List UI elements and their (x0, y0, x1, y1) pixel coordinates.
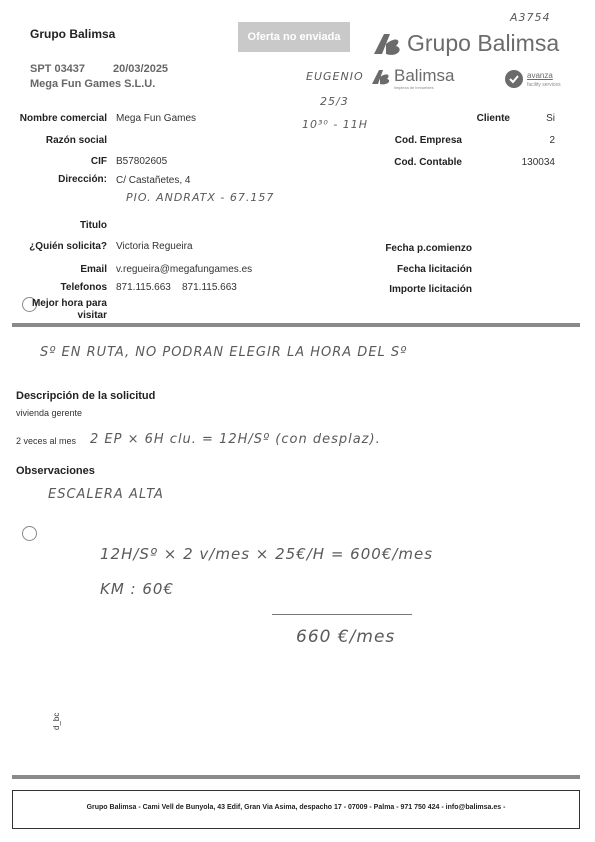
value-cif: B57802605 (116, 156, 168, 167)
value-cliente: Si (546, 113, 555, 124)
balimsa-small-logo-icon (370, 68, 392, 86)
value-nombre-comercial: Mega Fun Games (116, 113, 197, 124)
handwritten-ref: A3754 (510, 11, 551, 24)
label-cif: CIF (90, 156, 107, 167)
label-nombre-comercial: Nombre comercial (19, 113, 107, 124)
label-titulo: Titulo (79, 220, 107, 231)
label-telefonos: Telefonos (60, 282, 107, 293)
footer-box (12, 790, 580, 829)
avanza-logo-subtitle: facility services (527, 82, 561, 88)
label-cod-contable: Cod. Contable (394, 157, 462, 168)
label-fecha-comienzo: Fecha p.comienzo (385, 243, 472, 254)
handwritten-address-note: PIO. ANDRATX - 67.157 (126, 191, 275, 204)
value-cod-empresa: 2 (549, 135, 555, 146)
label-cod-empresa: Cod. Empresa (394, 135, 462, 146)
label-cliente: Cliente (476, 113, 510, 124)
small-logo-subtitle: limpieza de inmuebles (394, 85, 434, 90)
avanza-logo-icon (505, 70, 523, 88)
label-razon-social: Razón social (45, 135, 107, 146)
handwritten-observation-note: ESCALERA ALTA (48, 487, 164, 502)
company-title: Grupo Balimsa (30, 27, 116, 41)
document-code: SPT 03437 (30, 63, 86, 75)
label-email: Email (80, 264, 107, 275)
avanza-logo-text: avanza (527, 71, 553, 80)
section-divider-bottom (12, 775, 580, 779)
hole-punch-circle-lower (22, 526, 37, 541)
status-badge (238, 22, 350, 52)
description-frequency: 2 veces al mes (16, 436, 77, 446)
label-mejor-hora: Mejor hora para (31, 298, 107, 309)
handwritten-sum-line (272, 614, 412, 615)
label-visitar: visitar (77, 310, 107, 321)
value-quien-solicita: Victoria Regueira (116, 241, 193, 252)
section-divider-top (12, 323, 580, 327)
document-date: 20/03/2025 (113, 63, 169, 75)
small-logo-text: Balimsa (394, 66, 455, 85)
handwritten-name: EUGENIO (306, 70, 364, 83)
value-direccion: C/ Castañetes, 4 (116, 175, 191, 186)
label-quien-solicita: ¿Quién solicita? (29, 241, 107, 252)
label-importe-licitacion: Importe licitación (389, 284, 472, 295)
handwritten-route-note: Sº EN RUTA, NO PODRAN ELEGIR LA HORA DEL Sº (40, 345, 408, 360)
balimsa-logo-icon (370, 30, 404, 58)
value-cod-contable: 130034 (521, 157, 555, 168)
status-badge-label: Oferta no enviada (247, 31, 341, 43)
client-name: Mega Fun Games S.L.U. (30, 78, 156, 90)
label-direccion: Dirección: (58, 174, 107, 185)
handwritten-frequency-note: 2 EP × 6H clu. = 12H/Sº (con desplaz). (90, 432, 381, 447)
description-heading: Descripción de la solicitud (16, 390, 156, 402)
handwritten-time: 10³⁰ - 11H (302, 118, 369, 131)
handwritten-calc-line1: 12H/Sº × 2 v/mes × 25€/H = 600€/mes (100, 545, 434, 563)
observations-heading: Observaciones (16, 465, 95, 477)
description-text: vivienda gerente (16, 408, 83, 418)
label-fecha-licitacion: Fecha licitación (396, 264, 472, 275)
footer-text: Grupo Balimsa - Cami Vell de Bunyola, 43 Edif, Gran Via Asima, despacho 17 - 07009 - Palma - 971 750 424 - info@balimsa.es - (86, 804, 506, 811)
value-email: v.regueira@megafungames.es (116, 264, 253, 275)
handwritten-calc-line2: KM : 60€ (100, 580, 174, 598)
brand-logo-text: Grupo Balimsa (407, 30, 560, 56)
side-mark: d_bc (52, 712, 61, 730)
value-telefonos: 871.115.663 871.115.663 (116, 282, 237, 293)
handwritten-date: 25/3 (320, 95, 349, 108)
handwritten-total: 660 €/mes (296, 627, 396, 647)
